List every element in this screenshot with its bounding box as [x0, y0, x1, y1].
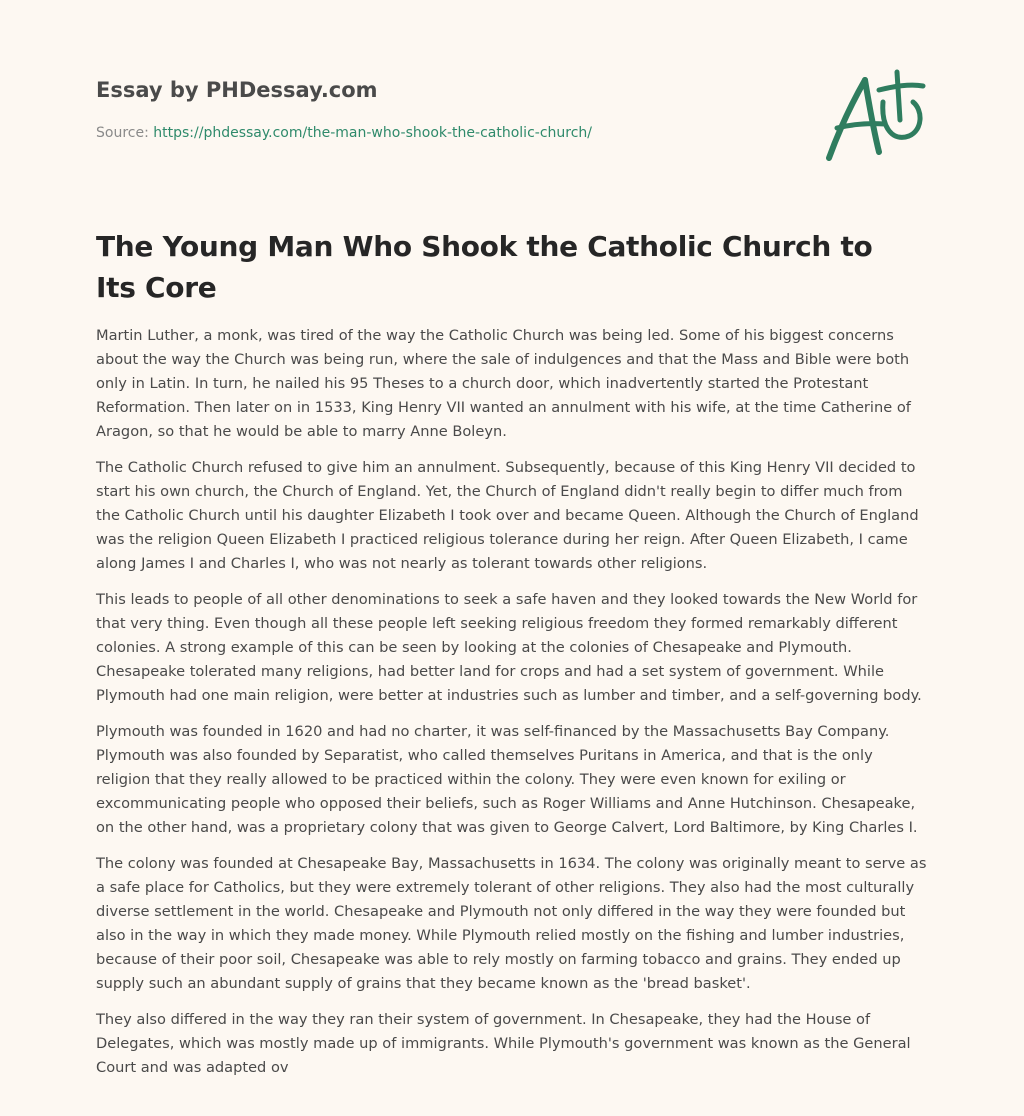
- site-title: Essay by PHDessay.com: [96, 78, 378, 102]
- source-link[interactable]: https://phdessay.com/the-man-who-shook-the-catholic-church/: [153, 125, 592, 141]
- paragraph: Plymouth was founded in 1620 and had no charter, it was self-financed by the Massachusetts Bay Company. Plymouth was also founded by Separatist, who called themselves Puritans in America, and that is the only religion that they really allowed to be practiced within the colony. They were even known for exiling or excommunicating people who opposed their beliefs, such as Roger Williams and Anne Hutchinson. Chesapeake, on the other hand, was a proprietary colony that was given to George Calvert, Lord Baltimore, by King Charles I.: [96, 723, 918, 836]
- source-label: Source:: [96, 125, 149, 141]
- paragraph: Martin Luther, a monk, was tired of the way the Catholic Church was being led. Some of his biggest concerns about the way the Church was being run, where the sale of indulgences and that the Mass and Bible were both only in Latin. In turn, he nailed his 95 Theses to a church door, which inadvertently started the Protestant Reformation. Then later on in 1533, King Henry VII wanted an annulment with his wife, at the time Catherine of Aragon, so that he would be able to marry Anne Boleyn.: [96, 327, 911, 440]
- a-plus-grade-icon: [823, 66, 927, 166]
- paragraph: They also differed in the way they ran their system of government. In Chesapeake, they had the House of Delegates, which was mostly made up of immigrants. While Plymouth's government was known as the General Court and was adapted ov: [96, 1011, 911, 1076]
- paragraph: The Catholic Church refused to give him an annulment. Subsequently, because of this King Henry VII decided to start his own church, the Church of England. Yet, the Church of England didn't really begin to differ much from the Catholic Church until his daughter Elizabeth I took over and became Queen. Although the Church of England was the religion Queen Elizabeth I practiced religious tolerance during her reign. After Queen Elizabeth, I came along James I and Charles I, who was not nearly as tolerant towards other religions.: [96, 459, 919, 572]
- essay-body: [96, 324, 928, 1092]
- paragraph: This leads to people of all other denominations to seek a safe haven and they looked towards the New World for that very thing. Even though all these people left seeking religious freedom they formed remarkably different colonies. A strong example of this can be seen by looking at the colonies of Chesapeake and Plymouth. Chesapeake tolerated many religions, had better land for crops and had a set system of government. While Plymouth had one main religion, were better at industries such as lumber and timber, and a self-governing body.: [96, 591, 922, 704]
- essay-title: The Young Man Who Shook the Catholic Church to Its Core: [96, 230, 873, 304]
- paragraph: The colony was founded at Chesapeake Bay, Massachusetts in 1634. The colony was originally meant to serve as a safe place for Catholics, but they were extremely tolerant of other religions. They also had the most culturally diverse settlement in the world. Chesapeake and Plymouth not only differed in the way they were founded but also in the way in which they made money. While Plymouth relied mostly on the fishing and lumber industries, because of their poor soil, Chesapeake was able to rely mostly on farming tobacco and grains. They ended up supply such an abundant supply of grains that they became known as the 'bread basket'.: [96, 855, 927, 992]
- source-line: [96, 124, 592, 142]
